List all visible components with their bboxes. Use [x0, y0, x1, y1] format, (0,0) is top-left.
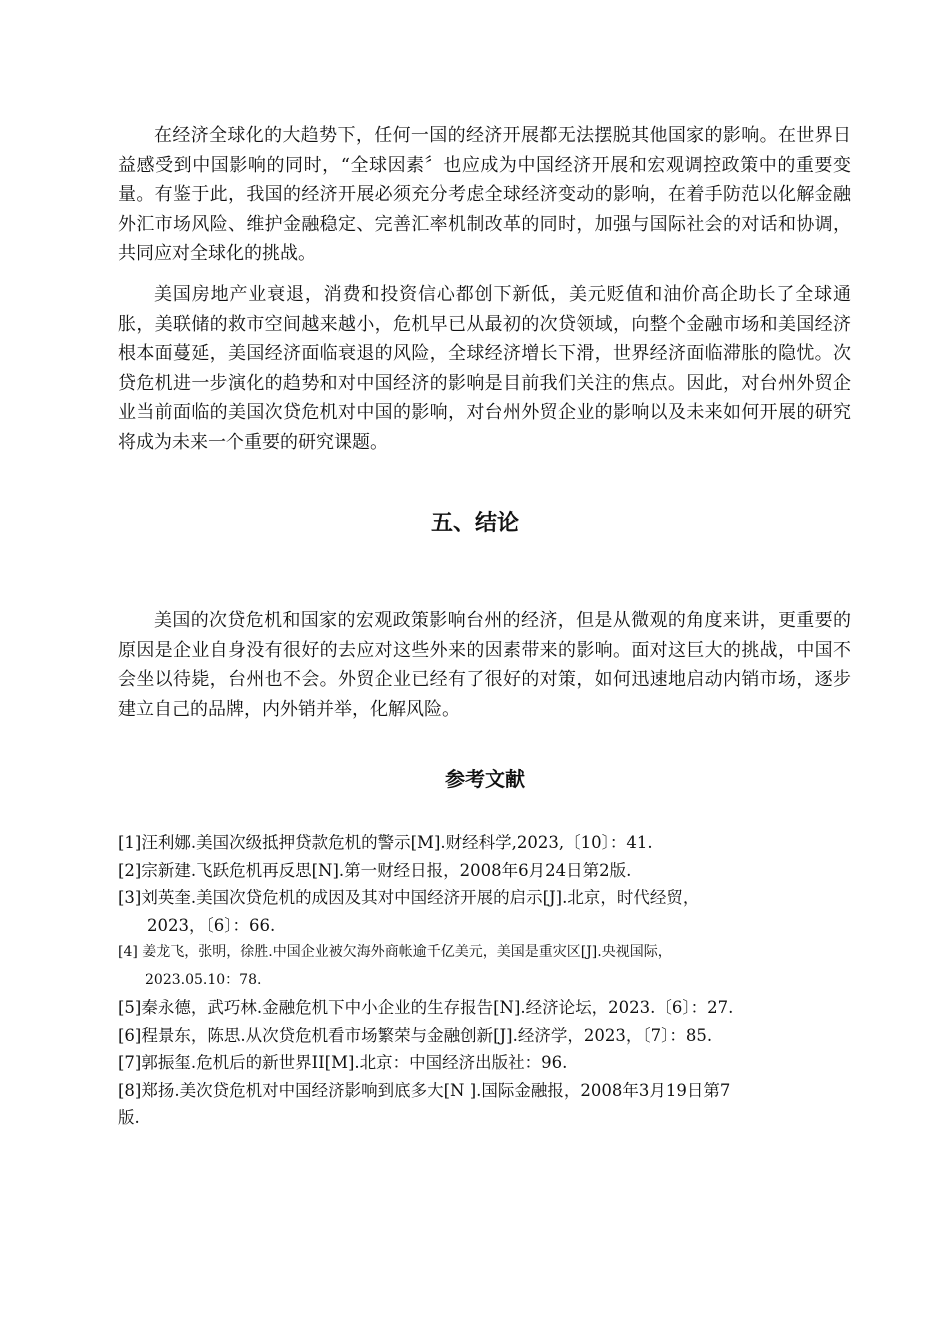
reference-item [118, 1049, 851, 1077]
reference-continuation: 版. [118, 1108, 140, 1127]
paragraph-globalization: 在经济全球化的大趋势下，任何一国的经济开展都无法摆脱其他国家的影响。在世界日益感受到中国影响的同时，“全球因素〞也应成为中国经济开展和宏观调控政策中的重要变量。有鉴于此，我国的经济开展必须充分考虑全球经济变动的影响，在着手防范以化解金融外汇市场风险、维护金融稳定、完善汇率机制改革的同时，加强与国际社会的对话和协调，共同应对全球化的挑战。 [118, 125, 851, 264]
paragraph-conclusion: 美国的次贷危机和国家的宏观政策影响台州的经济，但是从微观的角度来讲，更重要的原因是企业自身没有很好的去应对这些外来的因素带来的影响。面对这巨大的挑战，中国不会坐以待毙，台州也不会。外贸企业已经有了很好的对策，如何迅速地启动内销市场，逐步建立自己的品牌，内外销并举，化解风险。 [118, 610, 851, 720]
reference-continuation: 2023，〔6〕：66. [147, 915, 276, 935]
references-title: 参考文献 [445, 767, 525, 791]
reference-item [118, 857, 851, 885]
reference-text: [4] 姜龙飞，张明，徐胜.中国企业被欠海外商帐逾千亿美元，美国是重灾区[J].央视国际， [118, 944, 672, 960]
reference-text: [2]宗新建.飞跃危机再反思[N].第一财经日报，2008年6月24日第2版. [118, 860, 632, 880]
paragraph-us-subprime: 美国房地产业衰退，消费和投资信心都创下新低，美元贬值和油价高企助长了全球通胀，美联储的救市空间越来越小，危机早已从最初的次贷领域，向整个金融市场和美国经济根本面蔓延，美国经济面临衰退的风险，全球经济增长下滑，世界经济面临滞胀的隐忧。次贷危机进一步演化的趋势和对中国经济的影响是目前我们关注的焦点。因此，对台州外贸企业当前面临的美国次贷危机对中国的影响，对台州外贸企业的影响以及未来如何开展的研究将成为未来一个重要的研究课题。 [118, 284, 851, 453]
reference-text: [6]程景东，陈思.从次贷危机看市场繁荣与金融创新[J].经济学，2023，〔7〕：85. [118, 1025, 713, 1045]
reference-item [118, 994, 851, 1022]
reference-item [118, 829, 851, 857]
reference-item [118, 1022, 851, 1050]
reference-text: [3]刘英奎.美国次贷危机的成因及其对中国经济开展的启示[J].北京，时代经贸， [118, 888, 700, 907]
references-list [118, 829, 851, 1132]
reference-item [118, 1077, 851, 1132]
reference-continuation: 2023.05.10：78. [145, 971, 262, 988]
section-title-conclusion: 五、结论 [430, 511, 519, 536]
reference-item [118, 884, 851, 939]
reference-text: [7]郭振玺.危机后的新世界II[M].北京：中国经济出版社：96. [118, 1053, 568, 1072]
reference-text: [1]汪利娜.美国次级抵押贷款危机的警示[M].财经科学,2023,〔10〕：41. [118, 833, 653, 852]
reference-text: [8]郑扬.美次贷危机对中国经济影响到底多大[N ].国际金融报，2008年3月19日第7 [118, 1080, 731, 1100]
reference-item [118, 939, 851, 994]
reference-text: [5]秦永德，武巧林.金融危机下中小企业的生存报告[N].经济论坛，2023.〔6〕：27. [118, 998, 734, 1017]
